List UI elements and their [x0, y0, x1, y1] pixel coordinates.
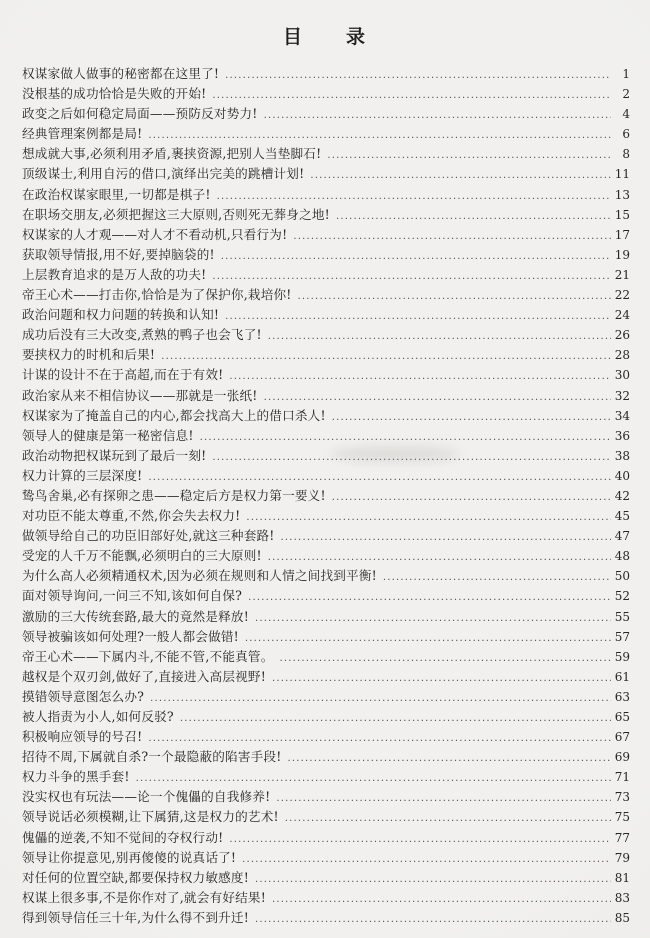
page-title: 目 录: [282, 26, 367, 48]
entry-page-number: 73: [614, 790, 630, 805]
entry-page-number: 85: [614, 910, 630, 925]
entry-page-number: 17: [614, 227, 630, 242]
entry-page-number: 45: [614, 509, 630, 524]
entry-title: 权谋家为了掩盖自己的内心,都会找高大上的借口杀人!: [22, 407, 326, 423]
entry-title: 对任何的位置空缺,都要保持权力敏感度!: [22, 869, 249, 885]
entry-page-number: 19: [614, 247, 630, 262]
entry-page-number: 13: [614, 187, 630, 202]
toc-entry-row: [22, 265, 630, 285]
dot-leader: [332, 488, 611, 508]
dot-leader: [180, 709, 611, 729]
dot-leader: [217, 187, 611, 207]
entry-title: 成功后没有三大改变,煮熟的鸭子也会飞了!: [22, 327, 262, 343]
entry-page-number: 2: [622, 87, 630, 102]
toc-entry-row: [22, 506, 630, 526]
toc-entry-row: [22, 908, 630, 928]
entry-page-number: 38: [614, 448, 630, 463]
toc-entry-row: [22, 888, 630, 908]
dot-leader: [212, 448, 611, 468]
dot-leader: [285, 809, 611, 829]
entry-title: 计谋的设计不在于高超,而在于有效!: [22, 367, 224, 383]
entry-title: 积极响应领导的号召!: [22, 729, 143, 745]
entry-title: 傀儡的逆袭,不知不觉间的夺权行动!: [22, 829, 224, 845]
entry-page-number: 57: [614, 629, 630, 644]
entry-page-number: 34: [614, 408, 630, 423]
toc-entry-row: [22, 104, 630, 124]
dot-leader: [246, 508, 611, 528]
dot-leader: [229, 830, 611, 850]
toc-entry-row: [22, 185, 630, 205]
dot-leader: [161, 347, 611, 367]
entry-page-number: 67: [614, 730, 630, 745]
entry-page-number: 47: [614, 529, 630, 544]
dot-leader: [264, 388, 611, 408]
entry-page-number: 1: [622, 67, 630, 81]
entry-title: 为什么高人必须精通权术,因为必须在规则和人情之间找到平衡!: [22, 568, 377, 584]
entry-title: 要挟权力的时机和后果!: [22, 347, 156, 363]
entry-page-number: 61: [614, 669, 630, 684]
toc-entry-row: [22, 607, 630, 627]
toc-entry-row: [22, 345, 630, 365]
entry-page-number: 63: [614, 689, 630, 704]
entry-title: 政变之后如何稳定局面——预防反对势力!: [22, 106, 258, 122]
toc-entry-row: [22, 787, 630, 807]
entry-page-number: 8: [622, 147, 630, 162]
entry-title: 领导说话必须模糊,让下属猜,这是权力的艺术!: [22, 809, 279, 825]
toc-entry-row: [22, 466, 630, 486]
dot-leader: [229, 367, 611, 387]
dot-leader: [212, 86, 611, 106]
entry-title: 领导让你提意见,别再傻傻的说真话了!: [22, 849, 237, 865]
entry-title: 受宠的人千万不能飘,必须明白的三大原则!: [22, 548, 262, 564]
dot-leader: [272, 890, 611, 910]
dot-leader: [245, 629, 611, 649]
dot-leader: [225, 66, 611, 86]
entry-page-number: 83: [614, 890, 630, 905]
toc-entry-row: [22, 285, 630, 305]
entry-page-number: 69: [614, 750, 630, 765]
dot-leader: [288, 749, 612, 769]
toc-list: [0, 64, 650, 928]
entry-page-number: 59: [614, 649, 630, 664]
entry-title: 帝王心术——打击你,恰恰是为了保护你,栽培你!: [22, 287, 292, 303]
entry-title: 面对领导询问,一问三不知,该如何自保?: [22, 588, 243, 604]
entry-title: 权力计算的三层深度!: [22, 467, 143, 483]
entry-title: 领导人的健康是第一秘密信息!: [22, 427, 194, 443]
toc-entry-row: [22, 245, 630, 265]
dot-leader: [268, 548, 611, 568]
dot-leader: [255, 910, 611, 930]
dot-leader: [148, 468, 611, 488]
toc-entry-row: [22, 546, 630, 566]
entry-page-number: 26: [614, 328, 630, 343]
dot-leader: [383, 568, 611, 588]
entry-page-number: 79: [614, 850, 630, 865]
dot-leader: [136, 769, 611, 789]
entry-page-number: 52: [614, 589, 630, 604]
dot-leader: [255, 870, 611, 890]
entry-title: 政治动物把权谋玩到了最后一刻!: [22, 447, 207, 463]
dot-leader: [212, 267, 611, 287]
toc-entry-row: [22, 707, 630, 727]
toc-entry-row: [22, 586, 630, 606]
dot-leader: [332, 408, 611, 428]
dot-leader: [310, 166, 611, 186]
dot-leader: [272, 669, 611, 689]
entry-page-number: 21: [614, 267, 630, 282]
entry-page-number: 40: [614, 468, 630, 483]
dot-leader: [200, 428, 611, 448]
entry-page-number: 32: [614, 388, 630, 403]
toc-entry-row: [22, 727, 630, 747]
toc-entry-row: [22, 406, 630, 426]
dot-leader: [280, 649, 612, 669]
dot-leader: [276, 789, 611, 809]
entry-title: 没根基的成功恰恰是失败的开始!: [22, 86, 207, 102]
dot-leader: [293, 227, 611, 247]
entry-page-number: 36: [614, 428, 630, 443]
dot-leader: [255, 609, 611, 629]
toc-entry-row: [22, 667, 630, 687]
toc-entry-row: [22, 144, 630, 164]
entry-title: 激励的三大传统套路,最大的竟然是释放!: [22, 608, 249, 624]
toc-entry-row: [22, 828, 630, 848]
toc-entry-row: [22, 647, 630, 667]
entry-title: 摸错领导意图怎么办?: [22, 688, 145, 704]
toc-entry-row: [22, 305, 630, 325]
entry-page-number: 48: [614, 549, 630, 564]
toc-entry-row: [22, 64, 630, 84]
toc-entry-row: [22, 486, 630, 506]
dot-leader: [242, 850, 611, 870]
entry-title: 得到领导信任三十年,为什么得不到升迁!: [22, 909, 249, 925]
entry-title: 帝王心术——下属内斗,不能不管,不能真管。: [22, 648, 274, 664]
entry-page-number: 4: [622, 107, 630, 122]
entry-title: 鸷鸟舍巢,必有探卵之患——稳定后方是权力第一要义!: [22, 487, 326, 503]
entry-page-number: 22: [614, 288, 630, 303]
entry-page-number: 30: [614, 368, 630, 383]
dot-leader: [298, 287, 611, 307]
entry-title: 权谋家做人做事的秘密都在这里了!: [22, 66, 220, 81]
entry-title: 做领导给自己的功臣旧部好处,就这三种套路!: [22, 528, 275, 544]
entry-title: 获取领导情报,用不好,要掉脑袋的!: [22, 246, 215, 262]
toc-entry-row: [22, 426, 630, 446]
entry-title: 权谋家的人才观——对人才不看动机,只看行为!: [22, 226, 288, 242]
toc-entry-row: [22, 225, 630, 245]
entry-title: 领导被骗该如何处理?一般人都会做错!: [22, 628, 239, 644]
dot-leader: [148, 126, 611, 146]
toc-entry-row: [22, 325, 630, 345]
entry-title: 政治问题和权力问题的转换和认知!: [22, 307, 220, 323]
entry-title: 越权是个双刃剑,做好了,直接进入高层视野!: [22, 668, 266, 684]
dot-leader: [225, 307, 611, 327]
entry-title: 招待不周,下属就自杀?一个最隐蔽的陷害手段!: [22, 749, 282, 765]
dot-leader: [327, 146, 611, 166]
toc-entry-row: [22, 807, 630, 827]
entry-title: 被人指责为小人,如何反驳?: [22, 709, 174, 724]
toc-entry-row: [22, 164, 630, 184]
dot-leader: [264, 106, 611, 126]
toc-entry-row: [22, 687, 630, 707]
entry-title: 在政治权谋家眼里,一切都是棋子!: [22, 186, 211, 202]
entry-title: 没实权也有玩法——论一个傀儡的自我修养!: [22, 789, 271, 805]
toc-entry-row: [22, 84, 630, 104]
entry-page-number: 6: [622, 127, 630, 142]
toc-entry-row: [22, 848, 630, 868]
entry-title: 想成就大事,必须利用矛盾,裹挟资源,把别人当垫脚石!: [22, 146, 322, 162]
toc-entry-row: [22, 747, 630, 767]
entry-page-number: 75: [614, 810, 630, 825]
toc-entry-row: [22, 627, 630, 647]
dot-leader: [268, 327, 611, 347]
toc-entry-row: [22, 205, 630, 225]
toc-entry-row: [22, 446, 630, 466]
entry-page-number: 71: [614, 770, 630, 785]
entry-title: 顶级谋士,利用自污的借口,演绎出完美的跳槽计划!: [22, 166, 305, 182]
entry-page-number: 81: [614, 870, 630, 885]
dot-leader: [336, 207, 611, 227]
entry-page-number: 24: [614, 308, 630, 323]
toc-entry-row: [22, 566, 630, 586]
entry-title: 上层教育追求的是万人敌的功夫!: [22, 266, 207, 282]
entry-title: 经典管理案例都是局!: [22, 126, 143, 142]
toc-entry-row: [22, 868, 630, 888]
entry-page-number: 77: [614, 830, 630, 845]
dot-leader: [150, 689, 611, 709]
entry-title: 权力斗争的黑手套!: [22, 769, 130, 785]
entry-title: 政治家从来不相信协议——那就是一张纸!: [22, 387, 258, 403]
toc-entry-row: [22, 386, 630, 406]
entry-page-number: 65: [614, 710, 630, 724]
toc-entry-row: [22, 124, 630, 144]
toc-entry-row: [22, 767, 630, 787]
entry-page-number: 28: [614, 348, 630, 363]
entry-title: 权谋上很多事,不是你作对了,就会有好结果!: [22, 889, 266, 905]
toc-entry-row: [22, 365, 630, 385]
entry-page-number: 11: [614, 167, 630, 182]
dot-leader: [148, 729, 611, 749]
entry-title: 在职场交朋友,必须把握这三大原则,否则死无葬身之地!: [22, 206, 330, 222]
entry-page-number: 50: [614, 569, 630, 584]
entry-page-number: 15: [614, 207, 630, 222]
toc-entry-row: [22, 526, 630, 546]
entry-page-number: 55: [614, 609, 630, 624]
entry-page-number: 42: [614, 488, 630, 503]
dot-leader: [281, 528, 611, 548]
dot-leader: [248, 588, 611, 608]
dot-leader: [221, 247, 611, 267]
entry-title: 对功臣不能太尊重,不然,你会失去权力!: [22, 508, 241, 524]
